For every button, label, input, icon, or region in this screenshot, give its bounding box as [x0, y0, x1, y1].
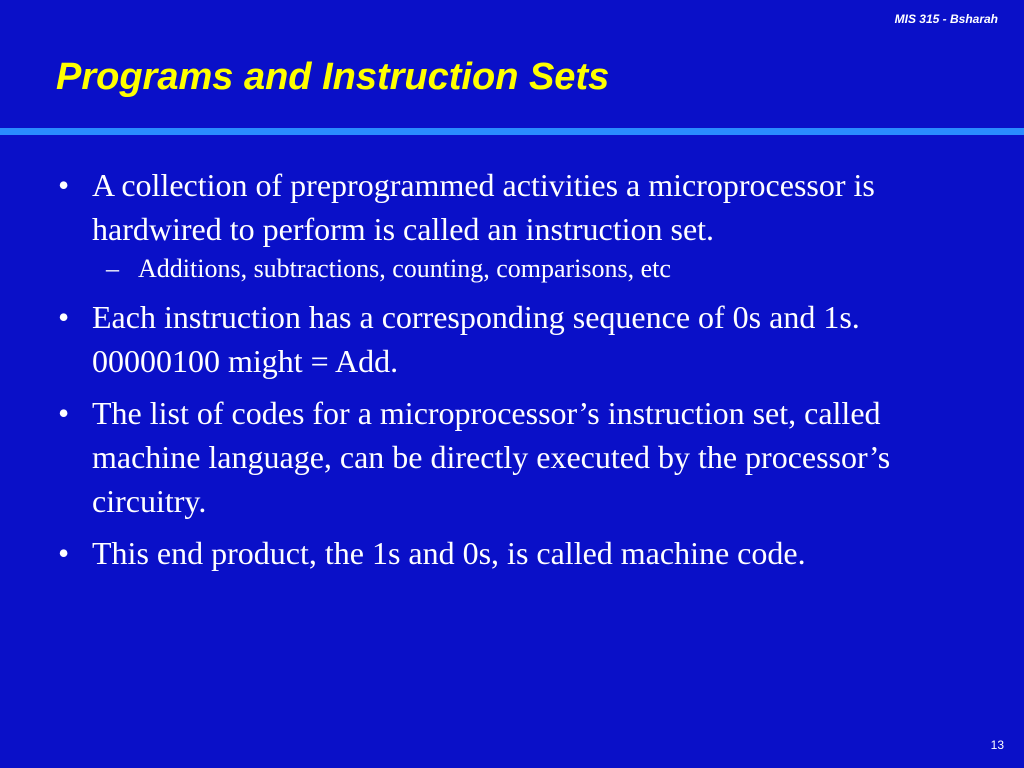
bullet-text: Each instruction has a corresponding sequence of 0s and 1s. 00000100 might = Add. — [92, 299, 860, 379]
header-note: MIS 315 - Bsharah — [894, 12, 998, 26]
page-number: 13 — [990, 738, 1004, 752]
bullet-item — [58, 163, 968, 251]
sub-bullet-text: Additions, subtractions, counting, comparisons, etc — [138, 254, 671, 283]
bullet-list — [58, 163, 968, 575]
bullet-text: A collection of preprogrammed activities a microprocessor is hardwired to perform is called an instruction set. — [92, 167, 875, 247]
bullet-item — [58, 531, 968, 575]
bullet-icon: • — [58, 299, 70, 335]
bullet-item — [58, 391, 968, 523]
bullet-text: The list of codes for a microprocessor’s instruction set, called machine language, can be directly executed by the processor’s circuitry. — [92, 395, 891, 519]
dash-icon: – — [106, 254, 119, 283]
slide-title: Programs and Instruction Sets — [56, 56, 610, 98]
bullet-icon: • — [58, 167, 70, 203]
sub-bullet-item — [58, 251, 968, 287]
title-divider — [0, 128, 1024, 135]
bullet-icon: • — [58, 395, 70, 431]
bullet-icon: • — [58, 535, 70, 571]
bullet-item — [58, 295, 968, 383]
bullet-text: This end product, the 1s and 0s, is called machine code. — [92, 535, 806, 571]
